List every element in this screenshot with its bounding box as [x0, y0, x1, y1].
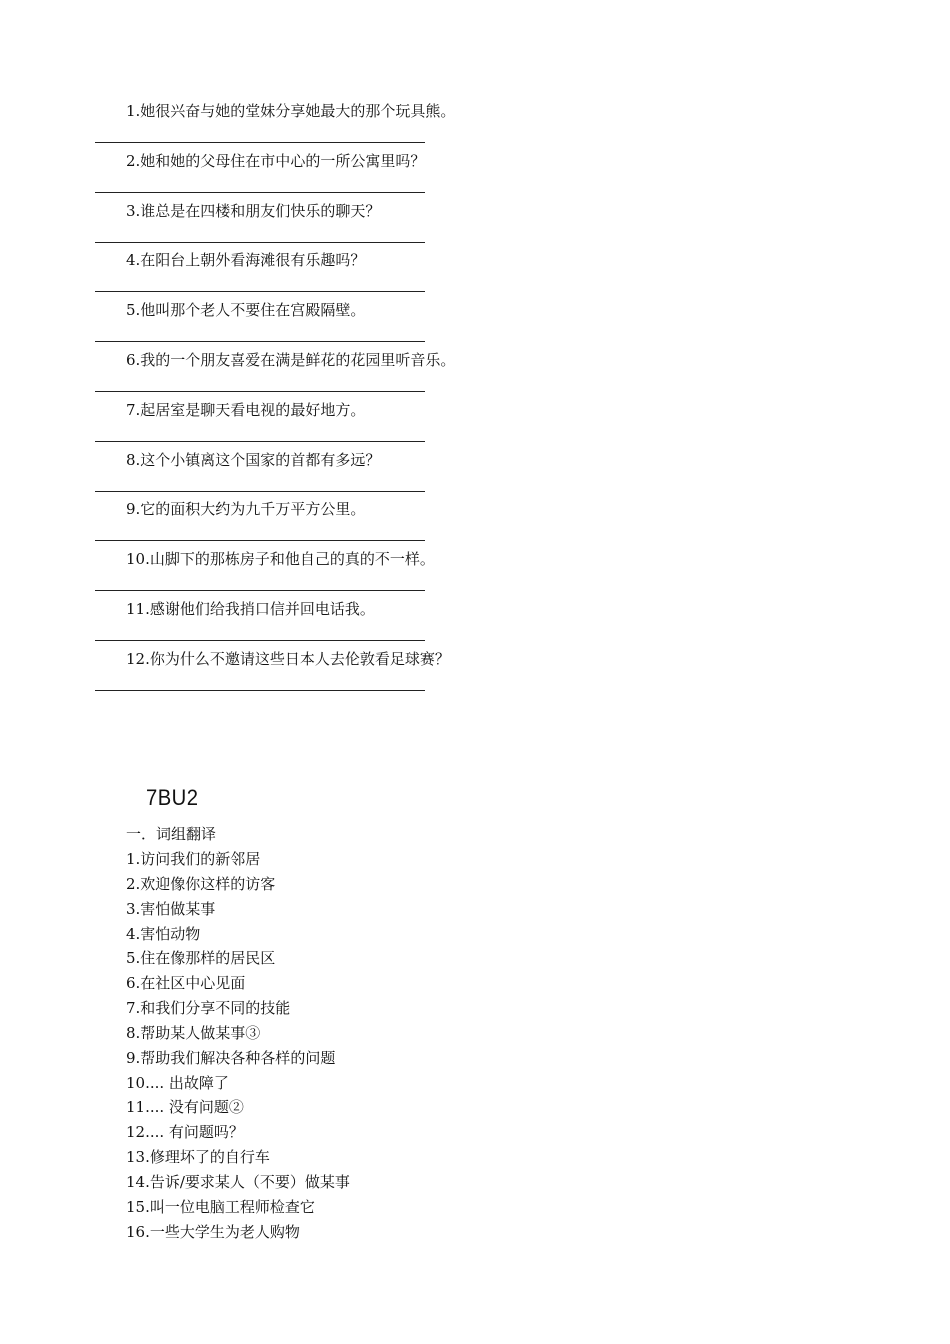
phrase-item: 3.害怕做某事: [126, 899, 216, 918]
answer-line: [95, 391, 425, 392]
sentence-item: [95, 100, 695, 150]
answer-line: [95, 441, 425, 442]
sentence-item: [95, 548, 695, 598]
phrase-item: 11.... 没有问题②: [126, 1098, 244, 1117]
answer-line: [95, 640, 425, 641]
sentence-text: 5.他叫那个老人不要住在宫殿隔壁。: [126, 301, 366, 320]
phrase-item: 2.欢迎像你这样的访客: [126, 874, 276, 893]
sentence-text: 2.她和她的父母住在市中心的一所公寓里吗？: [126, 151, 426, 170]
phrase-item: 12.... 有问题吗？: [126, 1123, 244, 1142]
phrase-item: 8.帮助某人做某事③: [126, 1023, 261, 1042]
sentence-item: [95, 349, 695, 399]
answer-line: [95, 192, 425, 193]
sentence-text: 9.它的面积大约为九千万平方公里。: [126, 500, 366, 519]
phrase-item: 16.一些大学生为老人购物: [126, 1222, 300, 1241]
sentence-text: 7.起居室是聊天看电视的最好地方。: [126, 400, 366, 419]
unit-title: 7BU2: [146, 785, 199, 810]
sentence-text: 1.她很兴奋与她的堂妹分享她最大的那个玩具熊。: [126, 102, 456, 120]
answer-line: [95, 540, 425, 541]
sentence-text: 3.谁总是在四楼和朋友们快乐的聊天？: [126, 201, 381, 220]
sentence-text: 11.感谢他们给我捎口信并回电话我。: [126, 599, 375, 618]
phrase-list: [126, 848, 350, 1246]
phrase-item: 4.害怕动物: [126, 924, 201, 943]
phrase-item: 14.告诉/要求某人（不要）做某事: [126, 1172, 350, 1191]
sentence-text: 10.山脚下的那栋房子和他自己的真的不一样。: [126, 550, 435, 569]
translation-sentences: [95, 100, 695, 698]
sentence-item: [95, 150, 695, 200]
sentence-text: 6.我的一个朋友喜爱在满是鲜花的花园里听音乐。: [126, 350, 456, 369]
phrase-item: 7.和我们分享不同的技能: [126, 999, 291, 1018]
answer-line: [95, 491, 425, 492]
phrase-item: 6.在社区中心见面: [126, 974, 246, 993]
sentence-item: [95, 249, 695, 299]
section-heading: 一．词组翻译: [126, 825, 217, 843]
answer-line: [95, 690, 425, 691]
sentence-item: [95, 299, 695, 349]
phrase-item: 9.帮助我们解决各种各样的问题: [126, 1048, 336, 1067]
answer-line: [95, 242, 425, 243]
answer-line: [95, 590, 425, 591]
answer-line: [95, 291, 425, 292]
sentence-text: 8.这个小镇离这个国家的首都有多远？: [126, 450, 381, 469]
phrase-item: 1.访问我们的新邻居: [126, 850, 261, 868]
sentence-text: 12.你为什么不邀请这些日本人去伦敦看足球赛？: [126, 649, 450, 668]
sentence-item: [95, 648, 695, 698]
phrase-item: 13.修理坏了的自行车: [126, 1148, 270, 1167]
sentence-item: [95, 399, 695, 449]
phrase-item: 5.住在像那样的居民区: [126, 949, 276, 968]
sentence-text: 4.在阳台上朝外看海滩很有乐趣吗？: [126, 251, 366, 270]
sentence-item: [95, 200, 695, 250]
sentence-item: [95, 449, 695, 499]
answer-line: [95, 142, 425, 143]
phrase-item: 10.... 出故障了: [126, 1073, 229, 1092]
sentence-item: [95, 598, 695, 648]
phrase-item: 15.叫一位电脑工程师检查它: [126, 1197, 315, 1216]
answer-line: [95, 341, 425, 342]
sentence-item: [95, 498, 695, 548]
